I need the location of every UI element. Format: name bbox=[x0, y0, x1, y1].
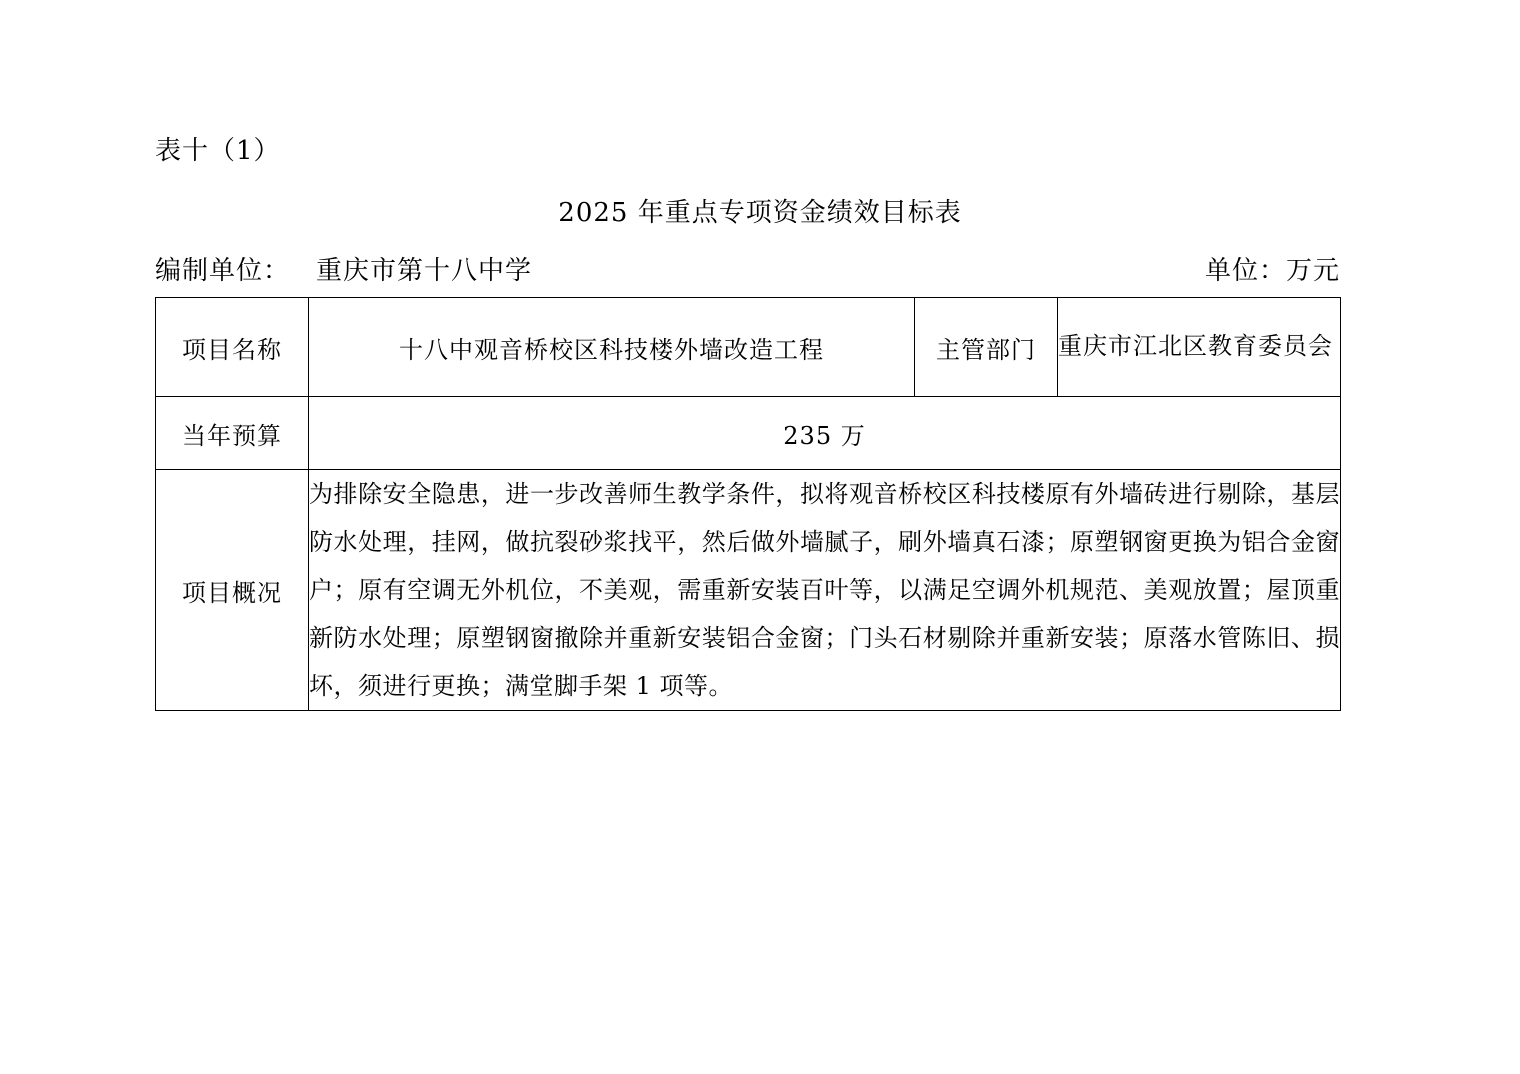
compiling-unit-label: 编制单位： bbox=[155, 256, 291, 286]
project-overview-text: 为排除安全隐患，进一步改善师生教学条件，拟将观音桥校区科技楼原有外墙砖进行剔除，基层防水处理，挂网，做抗裂砂浆找平，然后做外墙腻子，刷外墙真石漆；原塑钢窗更换为铝合金窗户；原有空调无外机位，不美观，需重新安装百叶等，以满足空调外机规范、美观放置；屋顶重新防水处理；原塑钢窗撤除并重新安装铝合金窗；门头石材剔除并重新安装；原落水管陈旧、损坏，须进行更换；满堂脚手架 1 项等。 bbox=[309, 470, 1341, 711]
project-name-value: 十八中观音桥校区科技楼外墙改造工程 bbox=[309, 298, 915, 397]
performance-target-table bbox=[155, 297, 1341, 711]
compiling-unit-value: 重庆市第十八中学 bbox=[316, 256, 533, 286]
document-meta-row bbox=[155, 250, 1340, 287]
project-name-label: 项目名称 bbox=[156, 298, 309, 397]
current-year-budget-value: 235 万 bbox=[309, 397, 1341, 470]
document-title: 2025 年重点专项资金绩效目标表 bbox=[558, 198, 962, 228]
supervising-department-label: 主管部门 bbox=[915, 298, 1058, 397]
table-row-budget bbox=[156, 397, 1341, 470]
table-row-overview bbox=[156, 470, 1341, 711]
supervising-department-value: 重庆市江北区教育委员会 bbox=[1058, 298, 1341, 397]
compiling-unit-group bbox=[155, 250, 532, 287]
form-number-label: 表十（1） bbox=[155, 136, 281, 166]
amount-unit-label: 单位：万元 bbox=[1204, 256, 1340, 286]
current-year-budget-label: 当年预算 bbox=[156, 397, 309, 470]
table-row-project-name bbox=[156, 298, 1341, 397]
project-overview-label: 项目概况 bbox=[156, 470, 309, 711]
